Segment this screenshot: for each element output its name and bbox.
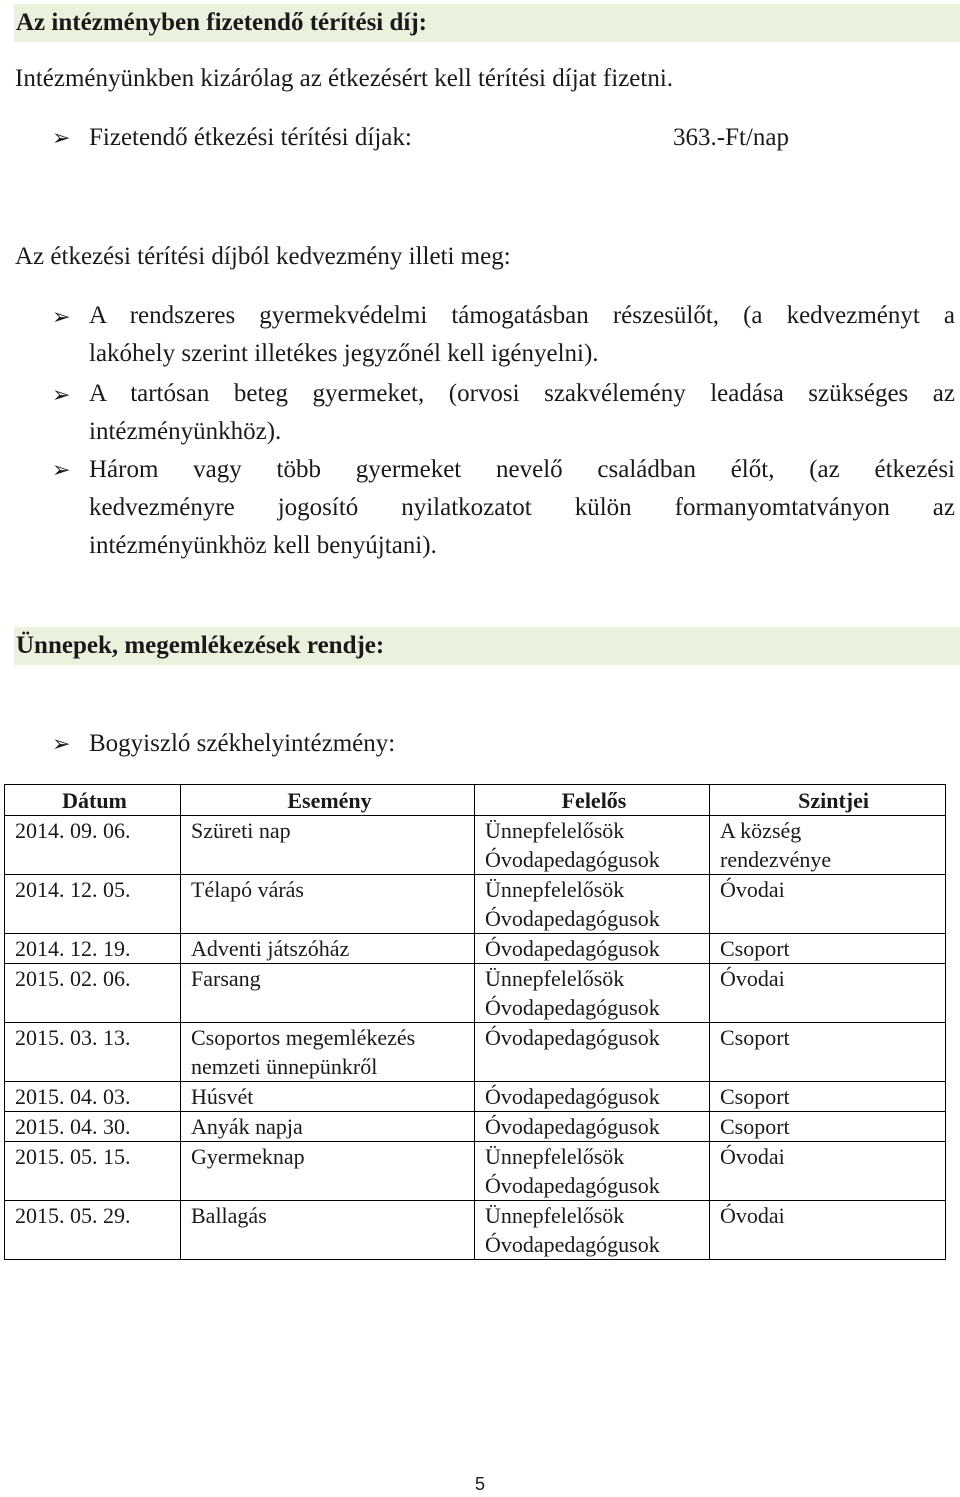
cell-responsible-line: Óvodapedagógusok (485, 1114, 660, 1139)
cell-level (710, 1112, 946, 1142)
cell-event-line: Anyák napja (191, 1114, 303, 1139)
cell-level-line: Csoport (720, 1084, 790, 1109)
table-row (5, 934, 946, 964)
cell-event-line: Farsang (191, 966, 261, 991)
column-header-responsible: Felelős (475, 785, 710, 816)
cell-event (181, 1082, 475, 1112)
cell-event-line: Csoportos megemlékezés (191, 1025, 416, 1050)
cell-date: 2014. 12. 05. (5, 875, 181, 934)
cell-event-line: Gyermeknap (191, 1144, 305, 1169)
cell-level-line: Óvodai (720, 877, 785, 902)
cell-level-line: A község (720, 818, 802, 843)
cell-responsible (475, 875, 710, 934)
events-table (4, 784, 946, 1260)
cell-event-line: nemzeti ünnepünkről (191, 1054, 378, 1079)
cell-event (181, 964, 475, 1023)
cell-responsible (475, 1082, 710, 1112)
cell-date: 2014. 12. 19. (5, 934, 181, 964)
cell-event (181, 1142, 475, 1201)
cell-level (710, 1023, 946, 1082)
table-row (5, 816, 946, 875)
cell-level (710, 934, 946, 964)
cell-event-line: Ballagás (191, 1203, 267, 1228)
cell-responsible (475, 1112, 710, 1142)
discount-intro: Az étkezési térítési díjból kedvezmény illeti meg: (15, 243, 511, 270)
table-row (5, 1201, 946, 1260)
fee-item-label: Fizetendő étkezési térítési díjak: (89, 124, 412, 151)
cell-date: 2015. 03. 13. (5, 1023, 181, 1082)
cell-event-line: Adventi játszóház (191, 936, 350, 961)
cell-event-line: Húsvét (191, 1084, 254, 1109)
cell-responsible-line: Ünnepfelelősök (485, 818, 625, 843)
table-row (5, 1112, 946, 1142)
cell-responsible-line: Ünnepfelelősök (485, 1203, 625, 1228)
arrow-bullet-icon: ➢ (52, 382, 71, 407)
discount-item: A tartósan beteg gyermeket, (orvosi szakvélemény leadása szükséges az intézményünkhöz). (89, 380, 955, 445)
cell-responsible-line: Óvodapedagógusok (485, 995, 660, 1020)
cell-event (181, 875, 475, 934)
table-row (5, 875, 946, 934)
cell-responsible (475, 934, 710, 964)
table-row (5, 1082, 946, 1112)
cell-level-line: rendezvénye (720, 847, 832, 872)
discount-item: A rendszeres gyermekvédelmi támogatásban részesülőt, (a kedvezményt a lakóhely szerint illetékes jegyzőnél kell igényelni). (89, 302, 955, 367)
cell-event (181, 934, 475, 964)
cell-responsible-line: Ünnepfelelősök (485, 877, 625, 902)
table-row (5, 1023, 946, 1082)
cell-event (181, 816, 475, 875)
cell-level-line: Óvodai (720, 1144, 785, 1169)
page-number: 5 (474, 1474, 485, 1494)
fee-item-value: 363.-Ft/nap (673, 124, 789, 151)
arrow-bullet-icon: ➢ (52, 125, 71, 150)
cell-responsible-line: Óvodapedagógusok (485, 1232, 660, 1257)
column-header-event: Esemény (181, 785, 475, 816)
cell-level-line: Óvodai (720, 1203, 785, 1228)
cell-level-line: Óvodai (720, 966, 785, 991)
cell-event (181, 1201, 475, 1260)
cell-event-line: Télapó várás (191, 877, 304, 902)
table-row (5, 964, 946, 1023)
cell-responsible (475, 816, 710, 875)
cell-responsible-line: Ünnepfelelősök (485, 1144, 625, 1169)
events-heading: Ünnepek, megemlékezések rendje: (14, 627, 960, 665)
cell-responsible (475, 1201, 710, 1260)
arrow-bullet-icon: ➢ (52, 304, 71, 329)
cell-responsible-line: Óvodapedagógusok (485, 847, 660, 872)
cell-level (710, 1082, 946, 1112)
cell-level (710, 875, 946, 934)
cell-date: 2014. 09. 06. (5, 816, 181, 875)
cell-date: 2015. 04. 30. (5, 1112, 181, 1142)
fee-intro: Intézményünkben kizárólag az étkezésért kell térítési díjat fizetni. (15, 65, 674, 92)
cell-responsible-line: Óvodapedagógusok (485, 1025, 660, 1050)
column-header-date: Dátum (5, 785, 181, 816)
table-row (5, 1142, 946, 1201)
cell-level-line: Csoport (720, 1025, 790, 1050)
cell-responsible-line: Óvodapedagógusok (485, 1084, 660, 1109)
arrow-bullet-icon: ➢ (52, 457, 71, 482)
arrow-bullet-icon: ➢ (52, 731, 71, 756)
cell-level (710, 1201, 946, 1260)
institution-label: Bogyiszló székhelyintézmény: (89, 730, 396, 757)
cell-event-line: Szüreti nap (191, 818, 291, 843)
cell-level (710, 816, 946, 875)
cell-responsible (475, 1023, 710, 1082)
cell-responsible-line: Ünnepfelelősök (485, 966, 625, 991)
discount-item: Három vagy több gyermeket nevelő családban élőt, (az étkezési kedvezményre jogosító nyilatkozatot külön formanyomtatványon az intézményünkhöz kell benyújtani). (89, 456, 955, 559)
cell-event (181, 1112, 475, 1142)
cell-level-line: Csoport (720, 936, 790, 961)
cell-responsible (475, 1142, 710, 1201)
cell-responsible-line: Óvodapedagógusok (485, 1173, 660, 1198)
cell-responsible-line: Óvodapedagógusok (485, 906, 660, 931)
cell-event (181, 1023, 475, 1082)
cell-date: 2015. 02. 06. (5, 964, 181, 1023)
cell-date: 2015. 05. 29. (5, 1201, 181, 1260)
cell-level (710, 964, 946, 1023)
cell-responsible (475, 964, 710, 1023)
cell-date: 2015. 05. 15. (5, 1142, 181, 1201)
cell-level (710, 1142, 946, 1201)
cell-date: 2015. 04. 03. (5, 1082, 181, 1112)
table-header-row (5, 785, 946, 816)
fee-heading: Az intézményben fizetendő térítési díj: (14, 4, 960, 42)
cell-level-line: Csoport (720, 1114, 790, 1139)
column-header-level: Szintjei (710, 785, 946, 816)
cell-responsible-line: Óvodapedagógusok (485, 936, 660, 961)
